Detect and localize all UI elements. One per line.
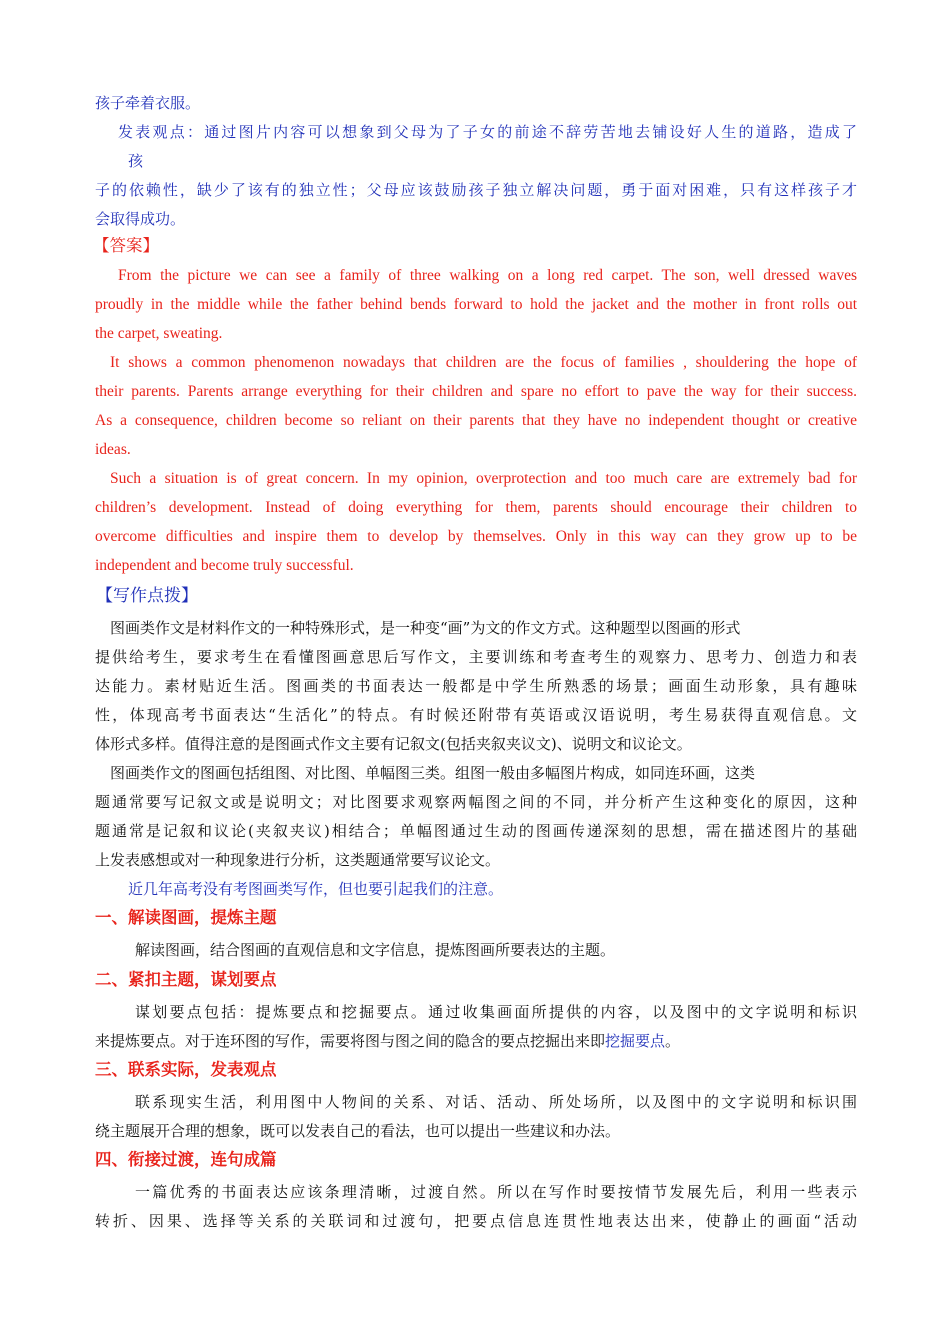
section-2-tail: 。	[665, 1032, 681, 1050]
answer-p1-line-3: the carpet, sweating.	[95, 325, 223, 342]
answer-p2-line-1: It shows a common phenomenon nowadays that children are the focus of families , shouldering the hope of	[110, 354, 857, 371]
answer-heading: 【答案】	[93, 236, 159, 255]
tips-p2-line-1: 图画类作文的图画包括组图、对比图、单幅图三类。组图一般由多幅图片构成，如同连环画，这类	[110, 764, 756, 782]
answer-p3-line-1: Such a situation is of great concern. In my opinion, overprotection and too much care are extremely bad for	[110, 470, 857, 487]
section-3-heading: 三、联系实际，发表观点	[95, 1060, 277, 1079]
tips-p1-line-4: 性，体现高考书面表达“生活化”的特点。有时候还附带有英语或汉语说明，考生易获得直观信息。文	[95, 706, 857, 724]
section-4-line-1: 一篇优秀的书面表达应该条理清晰，过渡自然。所以在写作时要按情节发展先后，利用一些表示	[135, 1183, 857, 1201]
view-line-4: 子的依赖性，缺少了该有的独立性；父母应该鼓励孩子独立解决问题，勇于面对困难，只有这样孩子才	[95, 181, 857, 199]
section-4-heading: 四、衔接过渡，连句成篇	[95, 1150, 277, 1169]
tips-p1-line-3: 达能力。素材贴近生活。图画类的书面表达一般都是中学生所熟悉的场景；画面生动形象，具有趣味	[95, 677, 857, 695]
section-1-line-1: 解读图画，结合图画的直观信息和文字信息，提炼图画所要表达的主题。	[135, 941, 616, 959]
answer-p2-line-2: their parents. Parents arrange everything for their children and spare no effort to pave the way for their success.	[95, 383, 857, 400]
section-3-line-2: 绕主题展开合理的想象，既可以发表自己的看法，也可以提出一些建议和办法。	[95, 1122, 621, 1140]
tips-p2-line-3: 题通常是记叙和议论(夹叙夹议)相结合；单幅图通过生动的图画传递深刻的思想，需在描述图片的基础	[95, 822, 857, 840]
view-line-1: 孩子牵着衣服。	[95, 94, 201, 112]
tips-p1-line-1: 图画类作文是材料作文的一种特殊形式，是一种变“画”为文的作文方式。这种题型以图画的形式	[110, 619, 741, 637]
answer-p1-line-2: proudly in the middle while the father behind bends forward to hold the jacket and the mother in front rolls out	[95, 296, 857, 313]
answer-p2-line-3: As a consequence, children become so reliant on their parents that they have no independent thought or creative	[95, 412, 857, 429]
answer-p3-line-2: children’s development. Instead of doing everything for them, parents should encourage their children to	[95, 499, 857, 516]
tips-p2-line-2: 题通常要写记叙文或是说明文；对比图要求观察两幅图之间的不同，并分析产生这种变化的原因，这种	[95, 793, 857, 811]
view-line-5: 会取得成功。	[95, 210, 186, 228]
answer-p2-line-4: ideas.	[95, 441, 131, 458]
answer-p3-line-3: overcome difficulties and inspire them to develop by themselves. Only in this way can they grow up to be	[95, 528, 857, 545]
section-4-line-2: 转折、因果、选择等关系的关联词和过渡句，把要点信息连贯性地表达出来，使静止的画面“活动	[95, 1212, 857, 1230]
view-line-2: 发表观点：通过图片内容可以想象到父母为了子女的前途不辞劳苦地去铺设好人生的道路，造成了	[118, 123, 857, 141]
tips-p1-line-2: 提供给考生，要求考生在看懂图画意思后写作文，主要训练和考查考生的观察力、思考力、创造力和表	[95, 648, 857, 666]
answer-p1-line-1: From the picture we can see a family of three walking on a long red carpet. The son, well dressed waves	[118, 267, 857, 284]
section-2-highlight: 挖掘要点	[605, 1032, 666, 1050]
tips-p1-line-5: 体形式多样。值得注意的是图画式作文主要有记叙文(包括夹叙夹议文)、说明文和议论文。	[95, 735, 692, 753]
answer-p3-line-4: independent and become truly successful.	[95, 557, 354, 574]
tips-p2-line-4: 上发表感想或对一种现象进行分析，这类题通常要写议论文。	[95, 851, 501, 869]
section-3-line-1: 联系现实生活，利用图中人物间的关系、对话、活动、所处场所，以及图中的文字说明和标识围	[135, 1093, 857, 1111]
view-line-3: 孩	[128, 152, 144, 170]
tips-note: 近几年高考没有考图画类写作，但也要引起我们的注意。	[128, 880, 504, 898]
tips-heading: 【写作点拨】	[96, 586, 198, 606]
section-2-line-2-text: 来提炼要点。对于连环图的写作，需要将图与图之间的隐含的要点挖掘出来即	[95, 1032, 606, 1050]
section-2-line-1: 谋划要点包括：提炼要点和挖掘要点。通过收集画面所提供的内容，以及图中的文字说明和标识	[135, 1003, 857, 1021]
section-2-heading: 二、紧扣主题，谋划要点	[95, 970, 277, 989]
section-1-heading: 一、解读图画，提炼主题	[95, 908, 277, 927]
section-2-line-2	[95, 1031, 857, 1051]
